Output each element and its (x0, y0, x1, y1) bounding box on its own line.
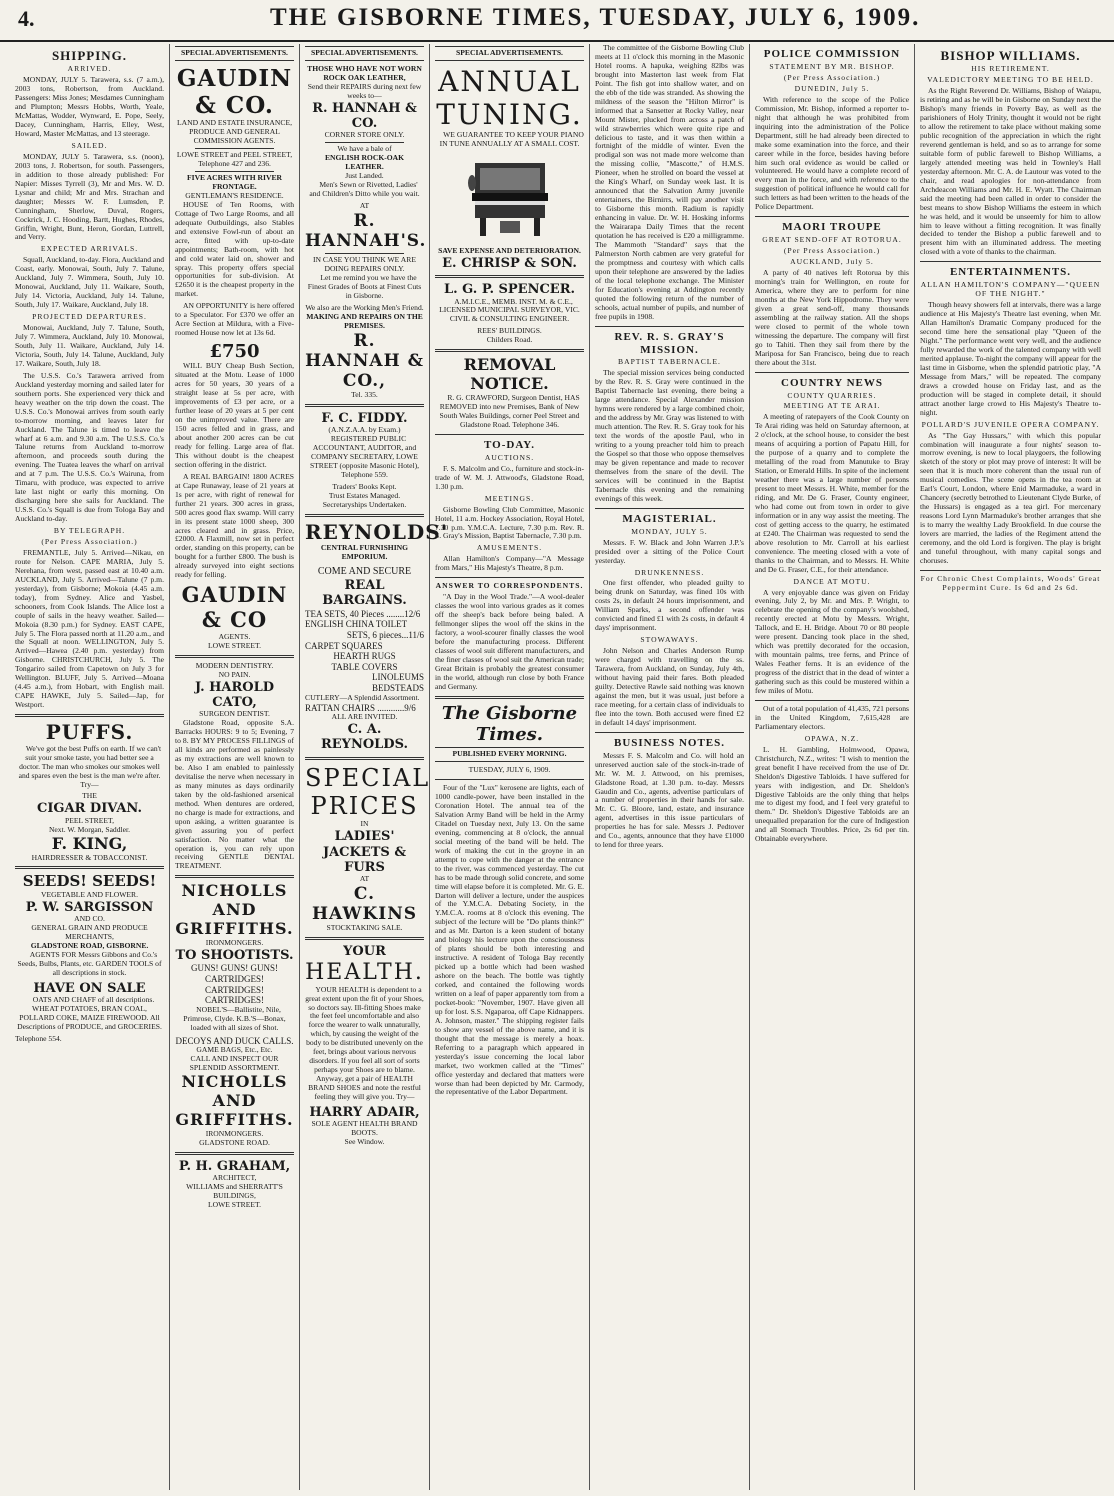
cato-title: SURGEON DENTIST. (199, 709, 270, 719)
special-word: SPECIAL (305, 763, 431, 792)
business-text: Messrs F. S. Malcolm and Co. will hold an unreserved auction sale of the stock-in-trade of Mr. W. M. J. Attwood, on his premises, Gladstone Road, at 1.30 p.m. to-day. Messrs Gaudin and Co., agents, advertise particulars of a number of properties in their hands for sale. Mr. C. G. Bloore, land, estate, and insurance agent, advertises in this issue particulars of properties he has for sale. Messrs J. Pedtover and Co., agents, announce that they have £1000 to lend for three years. (595, 750, 744, 850)
pollard-text: As "The Gay Hussars," with which this popular combination will inaugurate a four nights' season to-morrow evening, is new to local playgoers, the following sketch of the story or plot may prove of interest: It will be seen that it is much more coherent than the usual run of musical comedies. The scene opens in the tea room at Earl's Court, London, where Enid Marmaduke, a ward in Chancery (secretly betrothed to Lieutenant Clyde Burke, of the Hussars) is engaged as a tea girl. For mercenary reasons Lord Lynn Marmaduke's brother arranges that she is to marry the wealthy Lady Brookfield. In due course the lovers are married, the ladies of the Regiment attend the ceremony, and the old Lord is forgiven. The play is bright and tuneful throughout, with many capital songs and choruses. (920, 430, 1101, 565)
maori-text: A party of 40 natives left Rotorua by this morning's train for Wellington, en route for America, where they are to perform for nine months at the New York Hippodrome. They were given a great send-off, many thousands assembling at the railway station. All the shops were closed to permit of the whole town witnessing the departure. The company will first go to Tahiti. Then they sail from there by the Mariposa for San Francisco, being due to reach there about the 31st. (755, 268, 909, 367)
real-bargains: REAL BARGAINS. (322, 578, 407, 609)
gaudin-address: LOWE STREET and PEEL STREET, (176, 150, 293, 160)
divider (595, 732, 744, 733)
column-special-ads-2 (300, 44, 448, 1490)
graham-buildings: BUILDINGS, (213, 1190, 256, 1200)
divider (175, 1152, 294, 1155)
magisterial-text: Messrs. F. W. Black and John Warren J.P.'s presided over a sitting of the Police Court yesterday. (595, 537, 744, 565)
divider (435, 434, 584, 435)
annual-word: ANNUAL (438, 64, 581, 98)
gaudin-title: GAUDIN & CO. (176, 64, 293, 120)
newspaper-title: THE GISBORNE TIMES, TUESDAY, JULY 6, 1909. (270, 4, 921, 31)
sailed-heading: SAILED. (71, 140, 108, 150)
hawkins-name: C. HAWKINS (311, 884, 418, 925)
divan-address: PEEL STREET, (65, 815, 114, 825)
opawa-heading: OPAWA, N.Z. (804, 733, 860, 743)
price-750-text: WILL BUY Cheap Bush Section, situated at the Motu. Lease of 1000 acres for 50 years, 30 years of a straight lease at 5s per acre, with improvements of £3 per acre, or a further lease of 20 years at 5 per cent on the unimproved value. There are 150 acres felled and in grass, and about another 200 acres can be cut ready for felling. Large area of flat. This without doubt is the cheapest section offering in the district. (175, 361, 294, 469)
graham-building: WILLIAMS and SHERRATT'S (186, 1181, 283, 1191)
divider (920, 261, 1101, 262)
jackets-furs: JACKETS & FURS (322, 844, 407, 875)
bargain-text: A REAL BARGAIN! 1800 ACRES at Cape Runaway, lease of 21 years at 1s per acre, with right of renewal for further 21 years. 300 acres in grass, 500 acres good flax swamp. Will carry in its present state 1000 sheep, 300 acres cleared and in grass. Price, £2000. A Flaxmill, now set in perfect order, standing on this property, can be bought for a further £800. The bush is already surveyed into eight sections ready for felling. (175, 471, 294, 580)
meetings-text: Gisborne Bowling Club Committee, Masonic Hotel, 11 a.m. Hockey Association, Royal Hotel, 7.30 p.m. Y.M.C.A. Lecture, 7.30 p.m. Rev. R. S. Gray's Mission, Baptist Tabernacle, 7.30 p.m. (435, 504, 584, 541)
projected-text: Monowai, Auckland, July 7. Talune, South, July 7. Wimmera, Auckland, July 10. Monowai, South, July 11. Waikare, Auckland, July 14. Victoria, South, July 14. Talune, Auckland, July 17. Waikare, South, July 18. (15, 323, 164, 368)
chrisp-ad (435, 65, 584, 271)
nicholls2-ironmongers: IRONMONGERS. (205, 1128, 264, 1138)
just-landed: Just Landed. (345, 171, 384, 181)
divider (325, 253, 404, 254)
traders-books: Traders' Books Kept. (332, 481, 397, 491)
spencer-name: L. G. P. SPENCER. (443, 282, 576, 298)
chronic-text: For Chronic Chest Complaints, Woods' Great Peppermint Cure. Is 6d and 2s 6d. (920, 573, 1101, 592)
hannah-tel: Tel. 335. (351, 389, 378, 399)
residence-heading: GENTLEMAN'S RESIDENCE. (185, 190, 284, 200)
divider (435, 696, 584, 699)
shootists: TO SHOOTISTS. (175, 947, 294, 963)
rees-buildings: REES' BUILDINGS. (477, 326, 542, 336)
column-special-ads-1 (170, 44, 300, 1490)
sargisson-text: AGENTS FOR Messrs Gibbons and Co.'s Seeds, Bulbs, Plants, etc. GARDEN TOOLS of all descriptions in stock. (17, 950, 162, 978)
opportunity-text: AN OPPORTUNITY is here offered to a Speculator. For £370 we offer an Acre Section at Mildura, with a Five-roomed House now let at 13s 6d. (175, 301, 294, 338)
expected-heading: EXPECTED ARRIVALS. (40, 244, 139, 254)
editorial-text: Four of the "Lux" kerosene are lights, each of 1000 candle-power, have been installed in the Coronation Hotel. The annual tea of the Salvation Army Band will be held in the Army Citadel on Tuesday next, July 13. On the same evening, commencing at 8 o'clock, the annual social meeting of the band will be held. The work of making the cut in the groyne in an attempt to cope with the danger at the entrance to the river, was commenced yesterday. The cut has to be made through solid concrete, and some time will elapse before it is completed. Mr. G. E. Darton will deliver a lecture, under the auspices of the Y.M.C.A. Debating Society, in the Y.M.C.A. rooms at 8 o'clock this evening. The subject of the lecture will be "Do plants think?" and as Mr. Darton is a keen student of botany and biology his lecture upon the consciousness of plants should be both interesting and instructive. A resident of Tologa Bay recently picked up a bottle which had been washed ashore on the beach. The bottle was tightly corked, and contained the following words written on a leaf of paper apparently torn from a pocket-book: "November, 1907. Have given all up for lost. S.S. Ngaparoa, off Cape Kidnappers. A. Johnson, master." The shipping register fails to show any vessel of the above name, and it is thought that the message is merely a hoax. Referring to a paragraph which appeared in yesterday's issue concerning the local labor market, two workmen called at the "Times" office yesterday and declared that matters were worse than had been depicted by Mr. Carmody, the representative of the Labor Department. (435, 783, 584, 1097)
meeting-sub: MEETING AT TE ARAI. (783, 401, 881, 411)
gray-sub: BAPTIST TABERNACLE. (618, 357, 721, 367)
hannah-name: R. HANNAH & CO. (312, 100, 417, 132)
hannah3-name: R. HANNAH & CO., (305, 330, 424, 391)
health-word: HEALTH. (305, 959, 424, 985)
published-every: PUBLISHED EVERY MORNING. (435, 747, 584, 762)
reynolds-ad (305, 519, 448, 753)
divider (595, 508, 744, 509)
sale-items: OATS AND CHAFF of all descriptions. WHEAT POTATOES, BRAN COAL, POLLARD COKE, MAIZE FIREWOOD. All Descriptions of PRODUCE, and GROCERIES. (17, 995, 162, 1032)
puffs-heading: PUFFS. (45, 720, 134, 745)
auctions-heading: AUCTIONS. (484, 452, 535, 462)
residence-text: HOUSE of Ten Rooms, with Cottage of Two Large Rooms, and all adequate Outbuildings, also Stables and extensive Fowl-run of about an acre, fitted with up-to-date appointments; Bath-room, with hot and cold water laid on, shower and spray. This property offers special opportunities for sub-division. At £2650 it is the cheapest property in the market. (175, 199, 294, 299)
shoot-text: NOBEL'S—Ballistite, Nile, Primrose, Clyde. K.B.'S—Bonax, loaded with all sizes of Shot. (183, 1004, 286, 1032)
masthead (0, 0, 1114, 42)
telegraph-sub: (Per Press Association.) (41, 536, 138, 546)
divan-next: Next. W. Morgan, Saddler. (48, 824, 131, 834)
stocktaking: STOCKTAKING SALE. (326, 923, 403, 933)
send-text: Send their REPAIRS during next few weeks to— (307, 81, 422, 100)
drunkenness-text: One first offender, who pleaded guilty to being drunk on Saturday, was fined 10s with costs 2s, in default 24 hours imprisonment, and William Sparks, a second offender was convicted and fined £1 with 2s costs, in default 4 days' imprisonment. (595, 578, 744, 633)
spencer-ad (435, 282, 584, 345)
column-news-3 (915, 44, 1106, 1490)
graham-ad (175, 1159, 294, 1210)
ladies-word: LADIES' (334, 829, 395, 845)
divider (15, 866, 164, 869)
telegraph-heading: BY TELEGRAPH. (53, 526, 126, 536)
country-heading: COUNTRY NEWS (781, 376, 883, 389)
tea-sets: TEA SETS, 40 Pieces ........12/6 (305, 608, 421, 619)
cartridges: CARTRIDGES! CARTRIDGES! CARTRIDGES! (205, 973, 264, 1006)
sargisson-address: GLADSTONE ROAD, GISBORNE. (30, 941, 149, 951)
pollard-heading: POLLARD'S JUVENILE OPERA COMPANY. (921, 419, 1100, 429)
king-name: F. KING, (51, 833, 128, 853)
bishop-sub: HIS RETIREMENT. (971, 64, 1050, 74)
arrived-text: MONDAY, JULY 5. Tarawera, s.s. (7 a.m.), 2003 tons, Robertson, from Auckland. Passengers: Miss Jones; Mesdames Cunningham and Plumpton; Messrs Hobbs, Worth, Yeale, McMattas, Wodder, Wynward, E. Pope, Seely, Dacey, Cunningham, Harris, Elley, West, Howard, Master McMattas, and 13 steerage. (15, 75, 164, 138)
column-special-ads-3 (430, 44, 590, 1490)
maori-dateline: AUCKLAND, July 5. (790, 257, 874, 267)
amusements-text: Allan Hamilton's Company—"A Message from Mars," His Majesty's Theatre, 8 p.m. (435, 554, 584, 573)
english-leather: ENGLISH ROCK-OAK LEATHER. (324, 153, 405, 172)
gaudin-sub: LAND AND ESTATE INSURANCE, PRODUCE AND GENERAL COMMISSION AGENTS. (177, 118, 292, 146)
country-text: A meeting of ratepayers of the Cook County on Te Arai riding was held on Saturday afternoon, at 2 o'clock, at the school house, to consider the best means of acquiring a portion of Papatu Hill, for the purpose of a quarry and to complete the metalling of the road from Manutuke to Bray Station, or Emerald Hills. In spite of the inclement weather there was a large number of persons present to meet Messrs. H. White, member for the riding, and Mr. De G. Fraser, County engineer, who had come out from town in order to give information or in any way assist the meeting. The cost of getting access to the quarry, he estimated at £240. The Chairman was requested to send the above resolution to Mr. Carroll at his earliest convenience. The meeting closed with a vote of thanks to the Chairman, and to Messrs. H. White and De G. Fraser, C.E., for their attendance. (755, 412, 909, 574)
fiddy-name: F. C. FIDDY. (321, 410, 408, 426)
country-sub: COUNTY QUARRIES. (787, 390, 877, 400)
divider (595, 326, 744, 327)
divider (15, 714, 164, 717)
divider (755, 372, 909, 373)
decoys: DECOYS AND DUCK CALLS. (175, 1035, 294, 1046)
police-heading: POLICE COMMISSION (763, 48, 901, 60)
sargisson-trade: GENERAL GRAIN AND PRODUCE MERCHANTS, (31, 923, 148, 942)
secretaryships: Secretaryships Undertaken. (322, 499, 407, 509)
telegraph-text: FREMANTLE, July 5. Arrived—Nikau, en route for Nelson. CAPE MARIA, July 5. Nerehana, from west, passed east at 10.40 a.m. AUCKLAND, July 5. Arrived—Talune (7 p.m. yesterday), from Gisborne; Mokoia (4.45 a.m. today), from Sydney. Alice and Yasbel, schooners, from Cook Islands. The Alice lost a couple of sails in the heavy weather. Sailed—Mokoia (8.30 p.m.) for Sydney. EAST CAPE, July 5. The Flora passed north at 11.20 a.m., and the Squall at noon. WELLINGTON, July 5. Arrived—Hawea (2.40 p.m. yesterday) from Gisborne. CHRISTCHURCH, July 5. The Tongariro sailed from Capetown on July 3 for Wellington. BLUFF, July 5. Arrived—Moana (4.45 a.m.), from Hobart, with English mail. CAPE HAWKE, July 5. Sailed—Jap, for Westport. (15, 547, 164, 710)
hannah-corner: CORNER STORE ONLY. (324, 130, 405, 140)
police-text: With reference to the scope of the Police Commission, Mr. Bishop, informed a reporter to-night that although he was prohibited from inquiring into the administration of the Police Department, still he had already been directed to make some examination into the force, and their career while in the force, besides having before him such oral evidence as would be called or volunteered. He would have a complete record of every man in the force, and with reference to the suggestion of political influence he would call for such letters as had been written to the heads of the Police Department. (755, 94, 909, 212)
special-ads-bar: SPECIAL ADVERTISEMENTS. (305, 46, 424, 61)
divider (755, 216, 909, 217)
puffs-ad (15, 721, 164, 862)
divider (195, 171, 274, 172)
at-word: AT (359, 201, 370, 211)
police-dateline: DUNEDIN, July 5. (794, 83, 870, 93)
projected-heading: PROJECTED DEPARTURES. (32, 312, 147, 322)
hannahs-name: R. HANNAH'S. (305, 211, 427, 252)
seeds-sub: VEGETABLE AND FLOWER. (40, 890, 139, 900)
divider (305, 757, 424, 760)
special-ads-bar: SPECIAL ADVERTISEMENTS. (175, 46, 294, 61)
mens-text: Men's Sewn or Rivetted, Ladies' and Children's Ditto while you wait. (309, 180, 420, 199)
divider (435, 275, 584, 278)
dentistry-heading: MODERN DENTISTRY. (195, 660, 274, 670)
divider (175, 655, 294, 658)
page-columns (10, 44, 1106, 1490)
nicholls-ironmongers: IRONMONGERS. (205, 938, 264, 948)
sailed-text: MONDAY, JULY 5. Tarawera, s.s. (noon), 2003 tons, J. Robertson, for south. Passengers, in addition to those already published: For Napier: Misses Tyrrell (3), Mr and Mrs. W. D. Lysnar and child; Mr and Mrs. Strachan and daughter; Messrs W. F. Lumsden, P. Cunningham, Sherlow, Duval, Rogers, Cockrick, J. C. Hooding, Bartt, Hughes, Rhodes, Griffin, Wright, Bunt, Heron, Gordan, Luttrell, and Verry. (15, 151, 164, 242)
gaudin2-agents: AGENTS. (218, 631, 251, 641)
see-window: See Window. (344, 1137, 385, 1147)
game-bags: GAME BAGS, Etc., Etc. (196, 1045, 273, 1055)
fiddy-ad (305, 411, 424, 510)
gaudin-ad (175, 65, 294, 201)
chrisp-name: E. CHRISP & SON. (442, 255, 577, 271)
prices-word: PRICES (310, 792, 419, 821)
have-on-sale: HAVE ON SALE (33, 981, 146, 997)
divider (435, 577, 584, 578)
special-ads-bar: SPECIAL ADVERTISEMENTS. (435, 46, 584, 61)
maori-sub: GREAT SEND-OFF AT ROTORUA. (762, 235, 902, 245)
magisterial-heading: MAGISTERIAL. (622, 512, 717, 525)
opawa-text: L. H. Gambling, Holmwood, Opawa, Christchurch, N.Z., writes: "I wish to mention the great benefit I have received from the use of Dr. Sheldon's Digestive Tabloids. I have suffered for years with indigestion, and Dr. Sheldon's Digestive Tabloids are the only thing that helps me to digest my food, and I feel very grateful to them." Dr. Sheldon's Digestive Tabloids are an unequalled preparation for the cure of Indigestion and all Stomach Troubles. Price, 2s 6d per tin. Obtainable everywhere. (755, 744, 909, 844)
page-number: 4. (18, 6, 35, 31)
divider (435, 349, 584, 352)
in-case: IN CASE YOU THINK WE ARE DOING REPAIRS ONLY. (312, 255, 416, 274)
dentistry-no-pain: NO PAIN. (218, 669, 251, 679)
cato-text: Gladstone Road, opposite S.A. Barracks HOURS: 9 to 5; Evening, 7 to 8. BY MY PROCESS FILLINGS of all kinds are performed as painlessly as my extractions are well known to be. Also I am enabled to painlessly devitalise the nerve when necessary in as many minutes as days ordinarily taken by the old-fashioned arsenical method. When dentures are ordered, no charge is made for extractions, and upon asking, a written guarantee is given assuring you of perfect satisfaction. No matter what the operation is, you can rely upon receiving GENTLE DENTAL TREATMENT. (175, 718, 294, 871)
expected-text: Squall, Auckland, to-day. Flora, Auckland and Coast, early. Monowai, South, July 7. Talune, Auckland, July 7. Wimmera, South, July 10. Monowai, Auckland, July 11. Waikare, South, July 14. Victoria, Auckland, July 14. Talune, South, July 17. Waikare, Auckland, July 18. (15, 255, 164, 310)
puffs-text: We've got the best Puffs on earth. If we can't suit your smoke taste, you had better see a doctor. The man who smokes our smokes well and spares even the best is the man we're after. Try— (18, 743, 162, 789)
divan-the: THE (82, 791, 97, 801)
childers-road: Childers Road. (486, 335, 533, 345)
linoleums: LINOLEUMS (372, 672, 424, 683)
divider (195, 148, 274, 149)
maori-press: (Per Press Association.) (783, 246, 881, 256)
answer-text: "A Day in the Wool Trade."—A wool-dealer classes the wool into various grades as it comes off the sheep's back before being baled. A fellmonger slipes the wool off the skins in the factory, a wool-scourer finally classes the wool before the manufacturing process. Different classes of wool suit different manufacturers, and the finer classes of wool suit the American trade; Great Britain is probably the greatest consumer in the world, although run close by both France and Germany. (435, 592, 584, 691)
maori-heading: MAORI TROUPE (782, 221, 882, 234)
graham-name: P. H. GRAHAM, (178, 1158, 291, 1174)
your-word: YOUR (343, 944, 386, 960)
all-invited: ALL ARE INVITED. (331, 712, 398, 722)
auctions-text: F. S. Malcolm and Co., furniture and stock-in-trade of W. M. J. Attwood's, Gladstone Road, 1.30 p.m. (435, 463, 584, 491)
drunkenness-heading: DRUNKENNESS. (634, 567, 705, 577)
editorial-dateline: TUESDAY, JULY 6, 1909. (468, 765, 551, 775)
removal-heading: REMOVAL NOTICE. (463, 355, 556, 394)
sargisson-name: P. W. SARGISSON (25, 900, 154, 916)
reynolds2-name: C. A. REYNOLDS. (320, 722, 409, 753)
bishop-heading: BISHOP WILLIAMS. (940, 48, 1081, 63)
entertainments-heading: ENTERTAINMENTS. (949, 266, 1072, 279)
nicholls-ad (175, 882, 294, 1147)
divider (325, 142, 404, 143)
answer-heading: ANSWER TO CORRESPONDENTS. (435, 581, 584, 591)
gray-text: The special mission services being conducted by the Rev. R. S. Gray were continued in the Baptist Tabernacle last evening, there being a large attendance. Special Alexander mission hymns were rendered by a large combined choir, and the address by Mr. Gray was listened to with much attention. The Rev. R. S. Gray took for his text the words of the apostle Paul, who in writing to a young preacher told him to preach the Gospel so that those who oppose themselves may be given repentance and made to recover themselves from the snare of the devil. The services will be continued in the Baptist Tabernacle this evening and the remaining evenings of this week. (595, 368, 744, 503)
shipping-heading: SHIPPING. (51, 48, 128, 63)
dentistry-ad (175, 662, 294, 720)
divider (755, 700, 909, 701)
stowaways-heading: STOWAWAYS. (640, 635, 699, 645)
price-750: £750 (209, 341, 260, 363)
adair-ad (305, 944, 424, 1147)
hannah-ad (305, 63, 427, 400)
police-sub: STATEMENT BY MR. BISHOP. (769, 61, 895, 71)
come-secure: COME AND SECURE (317, 566, 412, 578)
divider (305, 514, 424, 517)
adair-name: HARRY ADAIR, (309, 1105, 420, 1120)
arrived-heading: ARRIVED. (67, 64, 112, 74)
cutlery: CUTLERY—A Splendid Assortment. (305, 692, 420, 702)
nicholls2-title: NICHOLLS AND GRIFFITHS. (175, 1072, 294, 1129)
population-text: Out of a total population of 41,435, 721 persons in the United Kingdom, 7,615,428 are Parliamentary electors. (755, 703, 909, 731)
divider (435, 779, 584, 780)
reynolds-title: REYNOLDS' (305, 519, 448, 544)
in-word: IN (360, 819, 369, 829)
worn-text: THOSE WHO HAVE NOT WORN ROCK OAK LEATHER, (307, 63, 422, 82)
tuning-word: TUNING. (436, 97, 583, 131)
rattan-chairs: RATTAN CHAIRS ............9/6 (305, 702, 416, 713)
business-heading: BUSINESS NOTES. (614, 736, 725, 749)
shipping-news: The U.S.S. Co.'s Tarawera arrived from Auckland yesterday morning and sailed later for southern ports. She experienced very thick and heavy weather on the trip down the coast. The U.S.S. Co.'s Monowai arrives from south early to-morrow morning, and leaves later for Auckland. The Talune is timed to leave the wharf at 6 a.m. and 9.30 a.m. The U.S.S. Co.'s Talune returns from Auckland to-morrow afternoon, and proceeds south during the evening. The Tuatea leaves the wharf on arrival and at 7 p.m. The U.S.S. Co.'s Wairuna, from Timaru, with produce, was expected to arrive late last night or early this morning. On discharging here she sails for Auckland. The U.S.S. Co.'s Squall is due from Tologa Bay and Auckland to-day. (15, 370, 164, 524)
bishop-text: As the Right Reverend Dr. Williams, Bishop of Waiapu, is retiring and as he will be in Gisborne on Sunday next the Bishop's many friends in Poverty Bay, as well as the parishioners of Holy Trinity, thought it would not be right to allow the retirement to take place without making some public recognition of the appreciation in which the right reverend gentleman is held, and so as to arrange for some suitable form of public farewell to Bishop Williams, a largely attended meeting was held in Townley's Hall yesterday afternoon. Mr. C. A. de Lautour was voted to the chair, and read apologies for non-attendance from Archdeacon Williams and Mr. H. E. Wyatt. The Chairman said the meeting had been called in order to consider the best means to show Bishop Williams the esteem in which he was held, and it would be unseemly for him to allow him to leave without a fitting recognition. It was finally decided to tender the Bishop a public farewell and to present him with an illuminated address. The meeting closed with a vote of thanks to the chairman. (920, 86, 1101, 257)
hearth-rugs: HEARTH RUGS (333, 651, 396, 662)
entertainments-text: Though heavy showers fell at intervals, there was a large audience at His Majesty's Theatre last evening, when Mr. Allan Hamilton's Dramatic Company produced for the second time here the sensational play "Queen of the Night." The performance went very well, and the audience fully rewarded the work of the talented company with well merited applause. To-night the company will appear for the last time in Gisborne, when the splendid patriotic play, "A Message from Mars," will be repeated. The company draws a crowded house on Friday last, and as the production will be staged in complete detail, it should attract another large crowd to His Majesty's Theatre to-night. (920, 300, 1101, 417)
valedictory-heading: VALEDICTORY MEETING TO BE HELD. (927, 75, 1094, 85)
english-china: ENGLISH CHINA TOILET (305, 619, 408, 630)
trust-estates: Trust Estates Managed. (328, 490, 401, 500)
hawkins-ad (305, 763, 431, 934)
tuning-text: WE GUARANTEE TO KEEP YOUR PIANO IN TUNE ANNUALLY AT A SMALL COST. (439, 130, 584, 148)
divan-name: CIGAR DIVAN. (36, 801, 143, 817)
telephone-number: Telephone 554. (15, 1034, 62, 1044)
removal-text: R. G. CRAWFORD, Surgeon Dentist, HAS REMOVED into new Premises, Bank of New South Wales Buildings, corner Peel Street and Gladstone Road. Telephone 346. (439, 393, 580, 429)
at2-word: AT (359, 874, 370, 884)
gaudin-telephone: Telephone 427 and 236. (198, 159, 271, 169)
spencer-text: A.M.I.C.E., MEMB. INST. M. & C.E., LICENSED MUNICIPAL SURVEYOR, VIC. CIVIL & CONSULTING ENGINEER. (439, 296, 580, 324)
remind-text: Let me remind you we have the Finest Grades of Boots at Finest Cuts in Gisborne. (307, 273, 422, 300)
five-acres: FIVE ACRES WITH RIVER FRONTAGE. (186, 172, 282, 191)
reynolds-sub: CENTRAL FURNISHING EMPORIUM. (320, 543, 409, 562)
dance-text: A very enjoyable dance was given on Friday evening, July 2, by Mr. and Mrs. P. Wright, to celebrate the opening of the company's woolshed, recently erected at Motu by Messrs. Wright, Tallock, and E. H. Bridge. About 70 or 80 people were present. Dancing took place in the shed, which was prettily decorated for the occasion, with mountain palms, tree ferns, and Prince of Wales Feather ferns. It is an evidence of the progress of the district that in the dead of winter a gathering such as this could be mustered within a few miles of Motu. (755, 587, 909, 695)
seeds-heading: SEEDS! SEEDS! (22, 872, 157, 891)
king-trade: HAIRDRESSER & TOBACCONIST. (31, 852, 148, 862)
gaudin-ad-2 (175, 583, 294, 650)
gaudin2-title: GAUDIN & CO (181, 582, 288, 632)
divider (305, 404, 424, 407)
column-news-1 (590, 44, 750, 1490)
nicholls-title: NICHOLLS AND GRIFFITHS. (175, 881, 294, 939)
graham-street: LOWE STREET. (207, 1199, 261, 1209)
making-text: MAKING AND REPAIRS ON THE PREMISES. (306, 311, 423, 330)
bowling-text: The committee of the Gisborne Bowling Club meets at 11 o'clock this morning in the Masonic Hotel rooms. A hapuka, weighing 82lbs was brought into Masterton last week from Flat Point. The fish got into shallow water, and on the ebb of the tide was stranded. As showing the mildness of the season the "Hilton Mirror" is informed that a Sansetter at Rocky Valley, near Mount Mister, plucked from across a patch of wild strawberries which were quite ripe and delicious to taste, and it was then within a fortnight of the middle of winter. Even the prodigal son was not made more welcome than the missing collie, "Mascotte," of H.M.S. Pioneer, when he strolled on board the vessel at the King's Wharf, on Sunday week last. It is announced that the Salvation Army juvenile entertainers, the Birnirrs, will pay another visit to Gisborne this month. Radium is rapidly enhancing in value. Dr. W. H. Hosking informs the Wairarapa Daily Times that the recent quotation he has received is £20 a milligramme. The Mammoth "Standard" says that the Palmerston North cabmen are very grateful for the promptness and courtesy with which calls upon their telephone are answered by the ladies of the local telephone exchange. The Minister for Education's evening at Addington recently quoted the following return of the number of schools, actual number of pupils, and number of free pupils in 1908. (595, 43, 744, 321)
today-heading: TO-DAY. (484, 438, 535, 451)
dance-heading: DANCE AT MOTU. (793, 576, 871, 586)
working-text: We also are the Working Men's Friend. (305, 302, 424, 312)
divider (305, 937, 424, 940)
meetings-heading: MEETINGS. (484, 493, 535, 503)
fiddy-text: REGISTERED PUBLIC ACCOUNTANT, AUDITOR, and COMPANY SECRETARY, LOWE STREET (opposite Masonic Hotel), Telephone 559. (309, 434, 420, 479)
sargisson-ad (15, 873, 164, 1032)
divider (175, 875, 294, 878)
save-text: SAVE EXPENSE AND DETERIORATION. (438, 245, 581, 255)
magisterial-date: MONDAY, JULY 5. (631, 526, 708, 536)
gaudin2-street: LOWE STREET. (207, 640, 261, 650)
bale-text: We have a bale of (337, 144, 392, 154)
piano-illustration (460, 153, 560, 243)
graham-title: ARCHITECT, (212, 1172, 257, 1182)
editorial-masthead (435, 703, 584, 775)
fiddy-cert: (A.N.Z.A.A. by Exam.) (328, 425, 401, 435)
entertainments-sub: ALLAN HAMILTON'S COMPANY—"QUEEN OF THE NIGHT." (920, 280, 1101, 299)
removal-ad (435, 356, 584, 430)
sets-6: SETS, 6 pieces...11/6 (346, 629, 424, 640)
gray-heading: REV. R. S. GRAY'S MISSION. (614, 330, 725, 356)
amusements-heading: AMUSEMENTS. (476, 543, 543, 553)
call-inspect: CALL AND INSPECT OUR SPLENDID ASSORTMENT. (189, 1054, 280, 1073)
sargisson-co: AND CO. (74, 914, 105, 924)
column-news-2 (750, 44, 915, 1490)
nicholls2-address: GLADSTONE ROAD. (199, 1137, 270, 1147)
carpet-squares: CARPET SQUARES (305, 640, 383, 651)
guns: GUNS! GUNS! GUNS! (190, 963, 278, 974)
adair-sub: SOLE AGENT HEALTH BRAND BOOTS. (311, 1119, 418, 1138)
bedsteads: BEDSTEADS (371, 682, 424, 693)
table-covers: TABLE COVERS (331, 661, 398, 672)
column-shipping (10, 44, 170, 1490)
divider (920, 570, 1101, 571)
cato-name: J. HAROLD CATO, (194, 679, 275, 710)
stowaways-text: John Nelson and Charles Anderson Rump were charged with travelling on the ss. Tarawera, from Auckland, on Sunday, July 4th, without having paid their fares. Both pleaded guilty. Detective Rawle said nothing was known against the men, but it was usual, just before a race meeting, for a certain class of individuals to flee into the town. Both accused were fined £2 in default 14 days' imprisonment. (595, 646, 744, 727)
police-press: (Per Press Association.) (783, 72, 881, 82)
gisborne-times-title: The Gisborne Times. (441, 702, 578, 745)
health-text: YOUR HEALTH is dependent to a great extent upon the fit of your Shoes, so doctors say. Ill-fitting Shoes make the feet feel uncomfortable and also force the wearer to walk unnaturally, which, by causing the weight of the body to be distributed unevenly on the feet, brings about various nervous disorders. If you feel all sort of sorts perhaps your Shoes are to blame. Anyway, get a pair of HEALTH BRAND SHOES and note the restful feeling they will give you. Try— (305, 984, 424, 1102)
